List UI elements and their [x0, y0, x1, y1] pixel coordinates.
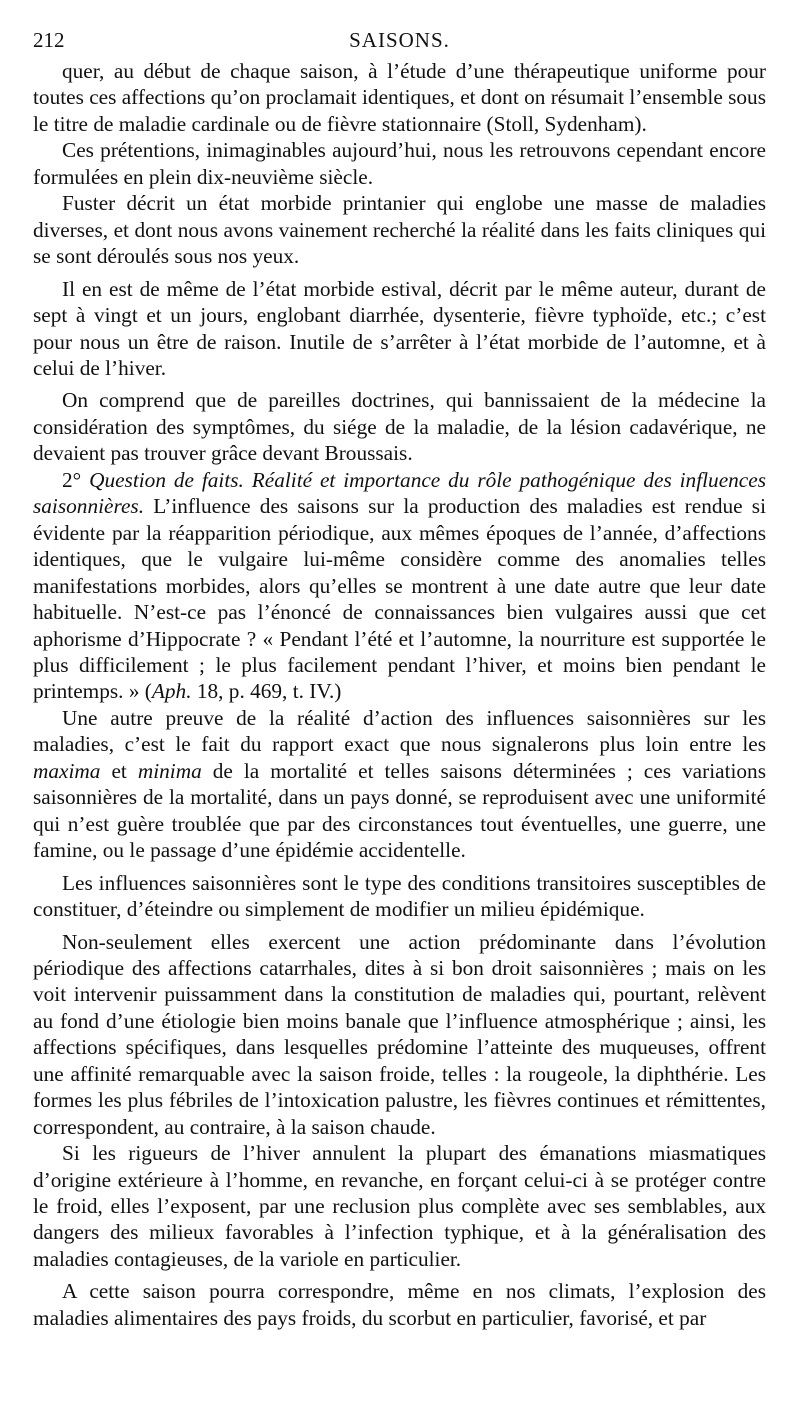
text-segment: Non-seulement elles exercent une action prédominante dans l’évolution périodique des affections catarrhales, dites à si bon droit saisonnières ; mais on les voit intervenir puissamment dans la constitution de maladies qui, pourtant, relèvent au fond d’une étiologie bien moins banale que l’influence atmosphérique ; ainsi, les affections spécifiques, dans lesquelles prédomine l’atteinte des muqueuses, offrent une affinité remarquable avec la saison froide, telles : la rougeole, la diphthérie. Les formes les plus fébriles de l’intoxication palustre, les fièvres continues et rémittentes, correspondent, au contraire, à la saison chaude.	[33, 929, 766, 1139]
text-segment: A cette saison pourra correspondre, même en nos climats, l’explosion des maladies alimentaires des pays froids, du scorbut en particulier, favorisé, et par	[33, 1279, 766, 1330]
paragraph	[33, 870, 766, 923]
italic-text: minima	[137, 758, 202, 783]
text-segment: L’influence des saisons sur la production des maladies est rendue si évidente par la réapparition périodique, aux mêmes époques de l’année, d’affections identiques, que le vulgaire lui-même considère comme des anomalies telles manifestations morbides, alors qu’elles se montrent à une date autre que leur date habituelle. N’est-ce pas l’énoncé de connaissances bien vulgaires aussi que cet aphorisme d’Hippocrate ? « Pendant l’été et l’automne, la nourriture est supportée le plus difficilement ; le plus facilement pendant l’hiver, et moins bien pendant le printemps. » (	[33, 494, 766, 704]
text-segment: de la mortalité et telles saisons déterminées ; ces variations saisonnières de la mortalité, dans un pays donné, se reproduisent avec une uniformité qui n’est guère troublée que par des circonstances tout éventuelles, une guerre, une famine, ou le passage d’une épidémie accidentelle.	[33, 758, 766, 863]
paragraph	[33, 1278, 766, 1331]
italic-text: Question de faits. Réalité et importance du rôle pathogénique des influences saisonnières.	[33, 467, 766, 519]
paragraph	[33, 387, 766, 466]
text-segment: Une autre preuve de la réalité d’action des influences saisonnières sur les maladies, c’est le fait du rapport exact que nous signalerons plus loin entre les	[33, 705, 766, 757]
book-page	[33, 18, 766, 1331]
text-segment: On comprend que de pareilles doctrines, qui bannissaient de la médecine la considération des symptômes, du siége de la maladie, de la lésion cadavérique, ne devaient pas trouver grâce devant Broussais.	[33, 388, 766, 466]
italic-text: Aph.	[151, 679, 192, 704]
running-head	[33, 18, 766, 58]
text-segment: Ces prétentions, inimaginables aujourd’hui, nous les retrouvons cependant encore formulées en plein dix-neuvième siècle.	[33, 138, 766, 189]
paragraph	[33, 276, 766, 382]
paragraph	[33, 58, 766, 137]
text-segment: Les influences saisonnières sont le type des conditions transitoires susceptibles de constituer, d’éteindre ou simplement de modifier un milieu épidémique.	[33, 870, 766, 922]
text-segment: 18, p. 469, t. IV.)	[191, 679, 342, 704]
body-text	[33, 58, 766, 1331]
text-segment: Si les rigueurs de l’hiver annulent la plupart des émanations miasmatiques d’origine extérieure à l’homme, en revanche, en forçant celui-ci à se protéger contre le froid, elles l’exposent, par une reclusion plus complète avec ses semblables, aux dangers des milieux favorables à l’infection typhique, et à la généralisation des maladies contagieuses, de la variole en particulier.	[33, 1141, 766, 1271]
paragraph	[33, 190, 766, 269]
text-segment: Il en est de même de l’état morbide estival, décrit par le même auteur, durant de sept à vingt et un jours, englobant diarrhée, dysenterie, fièvre typhoïde, etc.; c’est pour nous un être de raison. Inutile de s’arrêter à l’état morbide de l’automne, et à celui de l’hiver.	[33, 276, 766, 380]
text-segment: et	[100, 758, 138, 783]
paragraph	[33, 137, 766, 190]
paragraph	[33, 929, 766, 1141]
paragraph	[33, 1140, 766, 1272]
paragraph	[33, 467, 766, 705]
page-number: 212	[33, 28, 65, 52]
text-segment: Fuster décrit un état morbide printanier qui englobe une masse de maladies diverses, et dont nous avons vainement recherché la réalité dans les faits cliniques qui se sont déroulés sous nos yeux.	[33, 191, 766, 269]
text-segment: 2°	[62, 467, 90, 492]
paragraph	[33, 705, 766, 864]
text-segment: quer, au début de chaque saison, à l’étude d’une thérapeutique uniforme pour toutes ces affections qu’on proclamait identiques, et dont on résumait l’ensemble sous le titre de maladie cardinale ou de fièvre stationnaire (Stoll, Sydenham).	[33, 59, 766, 136]
running-title: SAISONS.	[349, 28, 450, 52]
italic-text: maxima	[33, 758, 101, 783]
